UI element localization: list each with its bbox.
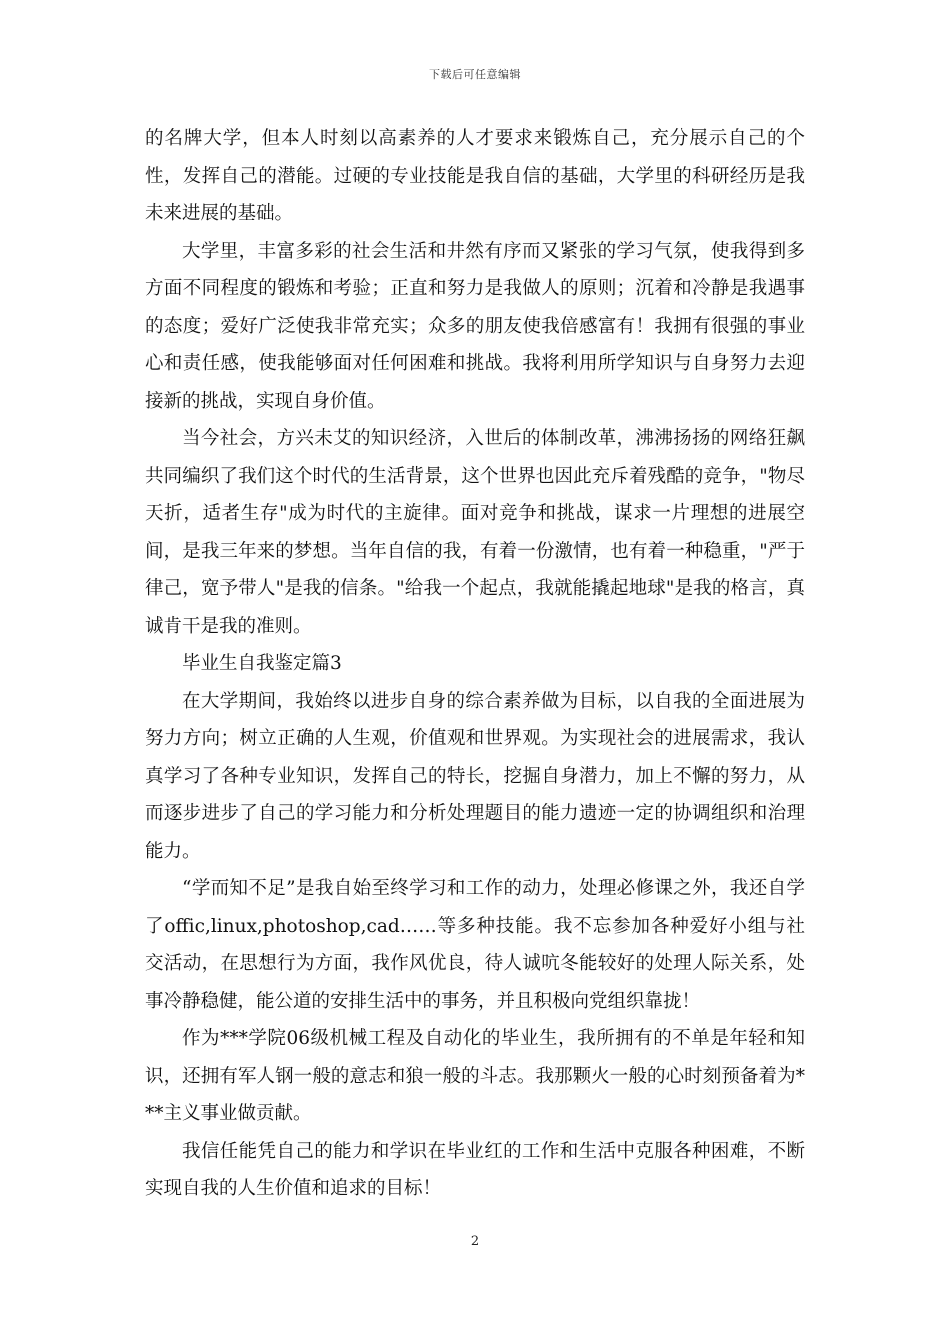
- paragraph-continuation: 的名牌大学，但本人时刻以高素养的人才要求来锻炼自己，充分展示自己的个性，发挥自己的潜能。过硬的专业技能是我自信的基础，大学里的科研经历是我未来进展的基础。: [145, 128, 805, 224]
- paragraph: 大学里，丰富多彩的社会生活和井然有序而又紧张的学习气氛，使我得到多方面不同程度的锻炼和考验；正直和努力是我做人的原则；沉着和冷静是我遇事的态度；爱好广泛使我非常充实；众多的朋友使我倍感富有！我拥有很强的事业心和责任感，使我能够面对任何困难和挑战。我将利用所学知识与自身努力去迎接新的挑战，实现自身价值。: [145, 240, 805, 412]
- paragraph: 在大学期间，我始终以进步自身的综合素养做为目标，以自我的全面进展为努力方向；树立正确的人生观，价值观和世界观。为实现社会的进展需求，我认真学习了各种专业知识，发挥自己的特长，挖掘自身潜力，加上不懈的努力，从而逐步进步了自己的学习能力和分析处理题目的能力遗迹一定的协调组织和治理能力。: [145, 690, 805, 862]
- section-heading: 毕业生自我鉴定篇3: [182, 653, 342, 674]
- page-number: 2: [470, 1234, 480, 1249]
- paragraph: 作为***学院06级机械工程及自动化的毕业生，我所拥有的不单是年轻和知识，还拥有军人钢一般的意志和狼一般的斗志。我那颗火一般的心时刻预备着为***主义事业做贡献。: [145, 1028, 805, 1124]
- page-header: 下载后可任意编辑: [429, 68, 521, 81]
- paragraph: 我信任能凭自己的能力和学识在毕业红的工作和生活中克服各种困难，不断实现自我的人生价值和追求的目标！: [145, 1140, 805, 1199]
- paragraph: “学而知不足”是我自始至终学习和工作的动力，处理必修课之外，我还自学了offic,linux,photoshop,cad……等多种技能。我不忘参加各种爱好小组与社交活动，在思想行为方面，我作风优良，待人诚吭冬能较好的处理人际关系，处事冷静稳健，能公道的安排生活中的事务，并且积极向党组织靠拢！: [145, 878, 805, 1012]
- document-body: [145, 120, 805, 1208]
- paragraph: 当今社会，方兴未艾的知识经济，入世后的体制改革，沸沸扬扬的网络狂飙共同编织了我们这个时代的生活背景，这个世界也因此充斥着残酷的竞争，"物尽天折，适者生存"成为时代的主旋律。面对竞争和挑战，谋求一片理想的进展空间，是我三年来的梦想。当年自信的我，有着一份激情，也有着一种稳重，"严于律己，宽予带人"是我的信条。"给我一个起点，我就能撬起地球"是我的格言，真诚肯干是我的准则。: [145, 428, 805, 637]
